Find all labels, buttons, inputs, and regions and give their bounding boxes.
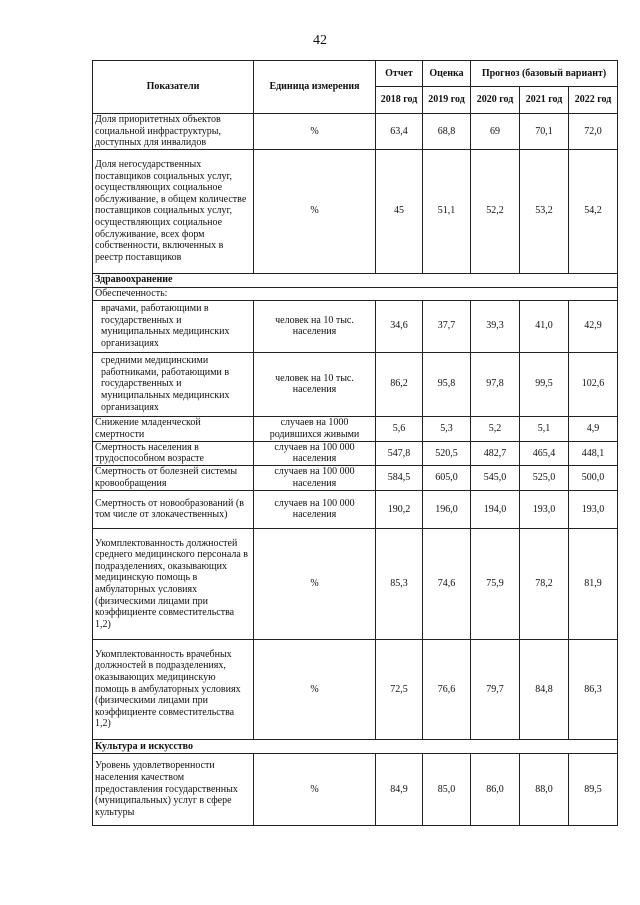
unit-cell: % [254, 528, 376, 639]
value-2019: 605,0 [423, 465, 471, 490]
value-2021: 53,2 [520, 149, 569, 273]
value-2022: 81,9 [569, 528, 618, 639]
unit-cell: случаев на 100 000 населения [254, 465, 376, 490]
header-2022: 2022 год [569, 87, 618, 114]
indicator-cell: средними медицинскими работниками, работающими в государственных и муниципальных медицинских организациях [93, 352, 254, 416]
indicator-cell: Смертность от новообразований (в том числе от злокачественных) [93, 490, 254, 528]
value-2021: 70,1 [520, 114, 569, 150]
value-2022: 193,0 [569, 490, 618, 528]
section-health-title: Здравоохранение [93, 273, 618, 287]
table-row [93, 352, 618, 416]
unit-cell: человек на 10 тыс. населения [254, 300, 376, 352]
value-2021: 525,0 [520, 465, 569, 490]
table-row [93, 114, 618, 150]
table-row [93, 465, 618, 490]
indicator-cell: Смертность населения в трудоспособном возрасте [93, 441, 254, 465]
value-2019: 520,5 [423, 441, 471, 465]
unit-cell: человек на 10 тыс. населения [254, 352, 376, 416]
value-2022: 4,9 [569, 416, 618, 441]
indicator-cell: Снижение младенческой смертности [93, 416, 254, 441]
value-2018: 34,6 [376, 300, 423, 352]
section-row [93, 739, 618, 753]
unit-cell: случаев на 100 000 населения [254, 490, 376, 528]
value-2020: 69 [471, 114, 520, 150]
table-row [93, 300, 618, 352]
value-2022: 86,3 [569, 639, 618, 739]
header-forecast: Прогноз (базовый вариант) [471, 61, 618, 87]
value-2019: 76,6 [423, 639, 471, 739]
value-2019: 196,0 [423, 490, 471, 528]
header-2019: 2019 год [423, 87, 471, 114]
header-2020: 2020 год [471, 87, 520, 114]
value-2020: 75,9 [471, 528, 520, 639]
value-2021: 84,8 [520, 639, 569, 739]
unit-cell: % [254, 114, 376, 150]
value-2021: 88,0 [520, 753, 569, 825]
value-2019: 68,8 [423, 114, 471, 150]
value-2022: 89,5 [569, 753, 618, 825]
unit-cell: случаев на 100 000 населения [254, 441, 376, 465]
unit-cell: % [254, 639, 376, 739]
value-2020: 545,0 [471, 465, 520, 490]
value-2019: 5,3 [423, 416, 471, 441]
header-indicators: Показатели [93, 61, 254, 114]
value-2020: 39,3 [471, 300, 520, 352]
value-2018: 584,5 [376, 465, 423, 490]
value-2020: 194,0 [471, 490, 520, 528]
value-2018: 84,9 [376, 753, 423, 825]
value-2018: 72,5 [376, 639, 423, 739]
value-2020: 86,0 [471, 753, 520, 825]
page-number: 42 [313, 33, 327, 48]
indicator-cell: Доля приоритетных объектов социальной инфраструктуры, доступных для инвалидов [93, 114, 254, 150]
section-row [93, 273, 618, 287]
provision-label: Обеспеченность: [93, 287, 618, 300]
value-2018: 547,8 [376, 441, 423, 465]
unit-cell: % [254, 753, 376, 825]
unit-cell: % [254, 149, 376, 273]
header-2021: 2021 год [520, 87, 569, 114]
indicator-cell: Укомплектованность должностей среднего медицинского персонала в подразделениях, оказывающих медицинскую помощь в амбулаторных условиях (физическими лицами при коэффициенте совместительства 1,2) [93, 528, 254, 639]
table-row [93, 528, 618, 639]
value-2022: 72,0 [569, 114, 618, 150]
table-row [93, 441, 618, 465]
value-2020: 79,7 [471, 639, 520, 739]
section-culture-title: Культура и искусство [93, 739, 618, 753]
value-2021: 5,1 [520, 416, 569, 441]
indicator-cell: Уровень удовлетворенности населения качеством предоставления государственных (муниципальных) услуг в сфере культуры [93, 753, 254, 825]
value-2018: 5,6 [376, 416, 423, 441]
indicator-cell: Смертность от болезней системы кровообращения [93, 465, 254, 490]
value-2019: 95,8 [423, 352, 471, 416]
unit-cell: случаев на 1000 родившихся живыми [254, 416, 376, 441]
indicators-table [92, 60, 618, 826]
table-row [93, 490, 618, 528]
value-2018: 45 [376, 149, 423, 273]
value-2019: 51,1 [423, 149, 471, 273]
table-row [93, 639, 618, 739]
value-2022: 500,0 [569, 465, 618, 490]
subheader-row [93, 287, 618, 300]
value-2022: 448,1 [569, 441, 618, 465]
table-row [93, 753, 618, 825]
value-2018: 63,4 [376, 114, 423, 150]
value-2020: 52,2 [471, 149, 520, 273]
value-2020: 5,2 [471, 416, 520, 441]
value-2022: 54,2 [569, 149, 618, 273]
value-2021: 465,4 [520, 441, 569, 465]
value-2019: 85,0 [423, 753, 471, 825]
header-report: Отчет [376, 61, 423, 87]
header-unit: Единица измерения [254, 61, 376, 114]
header-2018: 2018 год [376, 87, 423, 114]
value-2019: 37,7 [423, 300, 471, 352]
value-2019: 74,6 [423, 528, 471, 639]
value-2022: 102,6 [569, 352, 618, 416]
value-2018: 85,3 [376, 528, 423, 639]
header-estimate: Оценка [423, 61, 471, 87]
value-2018: 190,2 [376, 490, 423, 528]
indicator-cell: Доля негосударственных поставщиков социальных услуг, осуществляющих социальное обслуживание, в общем количестве поставщиков социальных услуг, осуществляющих социальное обслуживание, всех форм собственности, включенных в реестр поставщиков [93, 149, 254, 273]
table-row [93, 416, 618, 441]
value-2021: 193,0 [520, 490, 569, 528]
value-2018: 86,2 [376, 352, 423, 416]
value-2021: 99,5 [520, 352, 569, 416]
value-2021: 78,2 [520, 528, 569, 639]
value-2020: 482,7 [471, 441, 520, 465]
indicator-cell: врачами, работающими в государственных и муниципальных медицинских организациях [93, 300, 254, 352]
value-2020: 97,8 [471, 352, 520, 416]
value-2022: 42,9 [569, 300, 618, 352]
value-2021: 41,0 [520, 300, 569, 352]
table-row [93, 149, 618, 273]
indicator-cell: Укомплектованность врачебных должностей в подразделениях, оказывающих медицинскую помощь в амбулаторных условиях (физическими лицами при коэффициенте совместительства 1,2) [93, 639, 254, 739]
